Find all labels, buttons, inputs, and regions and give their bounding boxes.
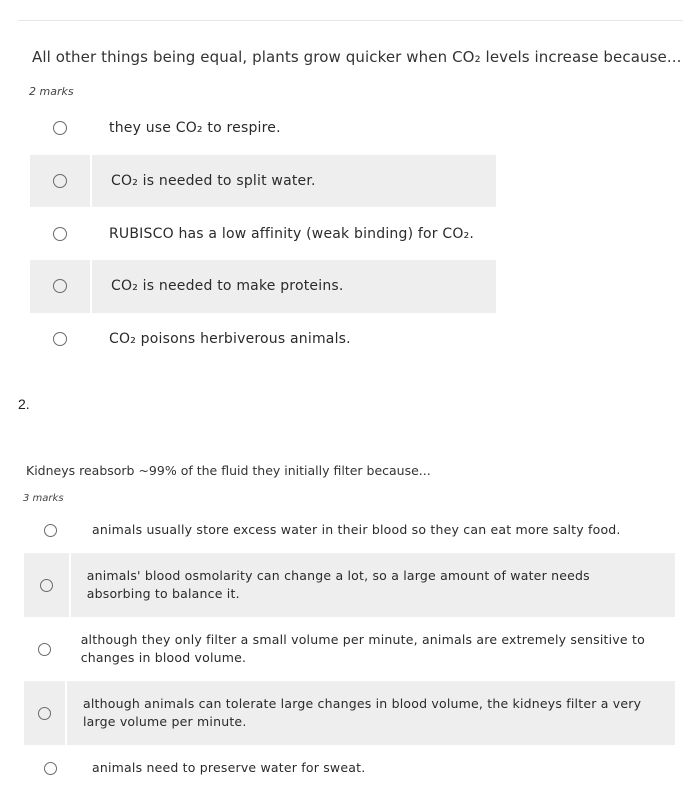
q1-option-1[interactable] — [30, 102, 496, 155]
radio-button[interactable] — [53, 121, 67, 135]
radio-button[interactable] — [53, 279, 67, 293]
q2-option-1[interactable] — [24, 507, 675, 553]
question-1-stem: All other things being equal, plants grow quicker when CO₂ levels increase because... — [32, 48, 682, 66]
q1-option-5-label: CO₂ poisons herbiverous animals. — [109, 331, 351, 348]
q1-option-4[interactable] — [30, 260, 496, 313]
q1-option-5[interactable] — [30, 313, 496, 366]
q1-option-1-label: they use CO₂ to respire. — [109, 120, 281, 137]
radio-button[interactable] — [40, 579, 53, 592]
question-2-stem: Kidneys reabsorb ~99% of the fluid they initially filter because... — [26, 463, 431, 478]
radio-button[interactable] — [53, 227, 67, 241]
q1-option-2-label: CO₂ is needed to split water. — [111, 173, 316, 190]
q1-option-3-label: RUBISCO has a low affinity (weak binding) for CO₂. — [109, 225, 475, 242]
q2-option-4-label: although animals can tolerate large changes in blood volume, the kidneys filter a very large volume per minute. — [82, 696, 642, 729]
q2-option-5-label: animals need to preserve water for sweat. — [92, 760, 366, 775]
question-2-marks: 3 marks — [23, 493, 64, 504]
q1-option-4-label: CO₂ is needed to make proteins. — [111, 278, 344, 295]
q2-option-2[interactable] — [24, 553, 675, 617]
radio-button[interactable] — [38, 707, 51, 720]
radio-button[interactable] — [53, 332, 67, 346]
q1-option-3[interactable] — [30, 207, 496, 260]
radio-button[interactable] — [38, 643, 51, 656]
top-divider — [18, 20, 683, 21]
q2-option-5[interactable] — [24, 745, 675, 791]
radio-button[interactable] — [44, 524, 57, 537]
q2-option-2-label: animals' blood osmolarity can change a lot, so a large amount of water needs absorbing to balance it. — [86, 568, 590, 601]
question-1-marks: 2 marks — [29, 85, 74, 98]
q2-option-1-label: animals usually store excess water in their blood so they can eat more salty food. — [92, 522, 621, 537]
question-2-number: 2. — [18, 396, 30, 412]
q2-option-4[interactable] — [24, 681, 675, 745]
question-1-options — [30, 102, 496, 365]
radio-button[interactable] — [53, 174, 67, 188]
q1-option-2[interactable] — [30, 155, 496, 208]
q2-option-3-label: although they only filter a small volume per minute, animals are extremely sensitive to changes in blood volume. — [80, 632, 645, 665]
q2-option-3[interactable] — [24, 617, 675, 681]
radio-button[interactable] — [44, 762, 57, 775]
question-2-options — [24, 507, 675, 791]
